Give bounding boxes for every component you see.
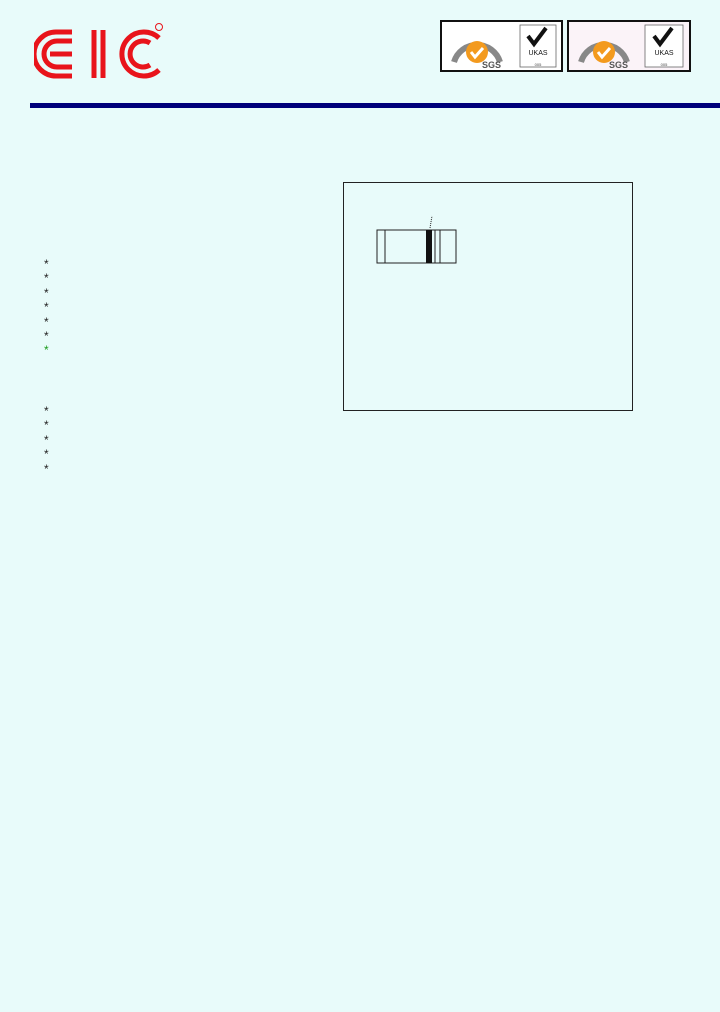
feature-item: * (44, 329, 49, 344)
svg-text:UKAS: UKAS (528, 50, 548, 57)
melf-outline-icon (344, 183, 632, 410)
sgs-certification-icon (442, 22, 561, 70)
svg-text:005: 005 (534, 62, 542, 67)
sgs-certification-icon (569, 22, 689, 70)
header-divider (30, 103, 720, 108)
svg-text:005: 005 (660, 62, 668, 67)
mechanical-section (40, 403, 104, 476)
features-section (40, 256, 58, 358)
mechanical-item: * (44, 418, 49, 433)
mechanical-item: * (44, 404, 49, 418)
feature-item: * (44, 285, 49, 300)
eic-logo-icon (34, 22, 164, 86)
svg-text:SGS: SGS (609, 60, 629, 70)
certificate-badge-iso14001 (567, 20, 691, 72)
mechanical-item: * (44, 461, 49, 476)
certificate-badge-iso9001 (440, 20, 563, 72)
mechanical-item: * (44, 447, 49, 462)
feature-item: * (44, 271, 49, 286)
package-diagram (343, 182, 633, 411)
mechanical-item: * (44, 432, 49, 447)
feature-item: * (44, 300, 49, 315)
feature-item: * (44, 314, 49, 329)
feature-item: * (44, 257, 49, 271)
eic-logo (34, 22, 164, 86)
svg-text:UKAS: UKAS (654, 50, 674, 57)
feature-item-rohs: * (44, 343, 49, 358)
svg-text:SGS: SGS (482, 60, 502, 70)
